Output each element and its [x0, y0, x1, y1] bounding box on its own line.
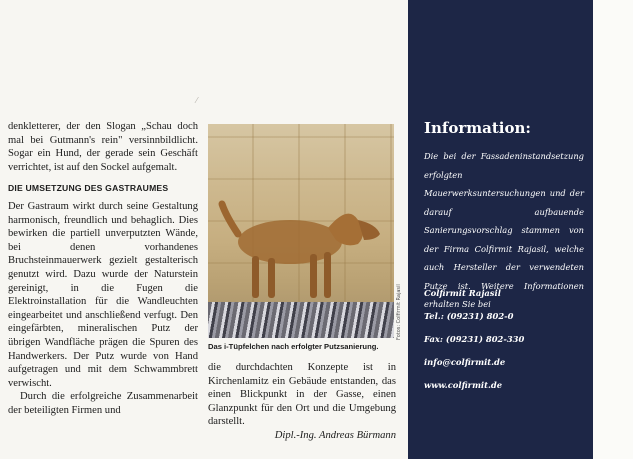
contact-company: Colfirmit Rajasil [424, 288, 501, 298]
print-mark: ⁄ [196, 96, 198, 105]
middle-text-column [208, 361, 396, 443]
sidebar-title: Information: [424, 119, 531, 137]
body-paragraph-2: Durch die erfolgreiche Zusammenarbeit der beteiligten Firmen und [8, 391, 198, 416]
sidebar-body: Die bei der Fassadeninstandsetzung erfolgten Mauerwerksuntersuchungen und der darauf aufbauende Sanierungsvorschlag stammen von der Firma Colfirmit Rajasil, welche auch Hersteller der verwendeten Putze ist. Weitere Informationen erhalten Sie bei [424, 151, 584, 309]
contact-phone: Tel.: (09231) 802-0 [424, 311, 514, 321]
contact-website[interactable]: www.colfirmit.de [424, 380, 503, 390]
contact-fax: Fax: (09231) 802-330 [424, 334, 525, 344]
left-text-column [8, 120, 198, 417]
photo-caption: Das i-Tüpfelchen nach erfolgter Putzsanierung. [208, 342, 379, 351]
body-paragraph-1: Der Gastraum wirkt durch seine Gestaltung harmonisch, freundlich und behaglich. Dies bewirken die partiell unverputzten Wände, bei denen vorhandenes Bruchsteinmauerwerk gezielt gestalterisch genutzt wird. Dazu wurde der Naturstein gereinigt, in die Fugen die Elektroinstallation für die Wandleuchten eingearbeitet und anschließend verfugt. Den eingefärbten, mineralischen Putz der übrigen Wandfläche prägen die Spuren des Handwerkers. Der Putz wurde von Hand aufgetragen und mit dem Schwammbrett verwischt. [8, 200, 198, 389]
intro-paragraph: denkletterer, der den Slogan „Schau doch mal bei Gutmann's rein" versinnbildlicht. Sogar ein Hund, der gerade sein Geschäft verrichtet, ist auf den Sockel aufgemalt. [8, 121, 198, 173]
dog-figure [208, 124, 394, 338]
page-margin [593, 0, 633, 459]
photo-credit: Fotos: Colfirmit Rajasil [396, 284, 402, 340]
author-byline: Dipl.-Ing. Andreas Bürmann [274, 429, 396, 441]
dog-photo [208, 124, 394, 338]
section-heading: DIE UMSETZUNG DES GASTRAUMES [8, 183, 169, 194]
info-sidebar [408, 0, 593, 459]
closing-paragraph: die durchdachten Konzepte ist in Kirchenlamitz ein Gebäude entstanden, das einen Blickpunkt in der Gasse, einen Glanzpunkt für den Ort und die Umgebung darstellt. [208, 362, 396, 428]
contact-email[interactable]: info@colfirmit.de [424, 357, 506, 367]
